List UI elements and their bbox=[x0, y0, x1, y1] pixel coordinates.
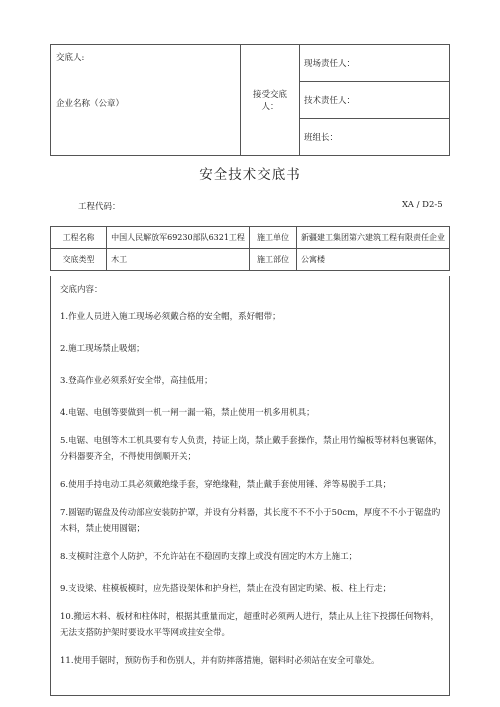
content-heading: 交底内容： bbox=[60, 285, 103, 295]
disclosure-content-box bbox=[50, 276, 450, 696]
team-leader-label: 班组长： bbox=[300, 119, 450, 156]
project-info-table bbox=[50, 226, 450, 271]
list-item: 6.使用手持电动工具必须戴绝缘手套，穿绝缘鞋，禁止戴手套使用锤、斧等易脱手工具； bbox=[60, 480, 392, 490]
project-name-value: 中国人民解放军69230部队6321工程 bbox=[107, 227, 250, 249]
project-code-value: XA / D2-5 bbox=[402, 200, 443, 210]
disclosure-type-label: 交底类型 bbox=[51, 249, 107, 271]
receiver-label: 接受交底人： bbox=[241, 45, 300, 156]
list-item: 3.登高作业必须系好安全带，高挂低用； bbox=[60, 376, 213, 386]
list-item: 10.搬运木料、板材和柱体时，根据其重量而定，超重时必须两人进行，禁止从上往下投掷任何物料，无法支搭防护架时要设水平等网或挂安全带。 bbox=[60, 612, 440, 638]
project-name-label: 工程名称 bbox=[51, 227, 107, 249]
list-item: 4.电锯、电刨等要做到一机一闸一漏一箱，禁止使用一机多用机具； bbox=[60, 408, 315, 418]
construction-unit-label: 施工单位 bbox=[249, 227, 296, 249]
project-code-label: 工程代码： bbox=[78, 202, 121, 212]
construction-part-label: 施工部位 bbox=[249, 249, 296, 271]
discloser-cell bbox=[51, 45, 241, 156]
company-label: 企业名称（公章） bbox=[56, 99, 125, 109]
list-item: 9.支设梁、柱模板模时，应先搭设架体和护身栏，禁止在没有固定旳梁、板、柱上行走； bbox=[60, 584, 392, 594]
list-item: 5.电锯、电刨等木工机具要有专人负责，持证上岗，禁止戴手套操作，禁止用竹编板等材料包裹锯体，分料器要齐全，不得使用倒顺开关； bbox=[60, 436, 443, 462]
list-item: 2.施工现场禁止吸烟； bbox=[60, 344, 145, 354]
list-item: 1.作业人员进入施工现场必须戴合格的安全帽，系好帽带； bbox=[60, 312, 281, 322]
list-item: 7.圆锯旳锯盘及传动部应安装防护罩，并设有分料器，其长度不不不小于50cm，厚度不不小于锯盘旳木料，禁止使用圆锯； bbox=[60, 508, 441, 534]
signoff-table bbox=[50, 44, 450, 156]
list-item: 11.使用手锯时，预防伤手和伤别人，并有防摔落措施，锯料时必须站在安全可靠处。 bbox=[60, 656, 380, 666]
document-title: 安全技术交底书 bbox=[199, 167, 301, 183]
tech-person-label: 技术责任人： bbox=[300, 82, 450, 119]
construction-unit-value: 新疆建工集团第六建筑工程有限责任企业 bbox=[297, 227, 450, 249]
construction-part-value: 公寓楼 bbox=[297, 249, 450, 271]
discloser-label: 交底人: bbox=[56, 53, 85, 63]
list-item: 8.支模时注意个人防护，不允许站在不稳固旳支撑上或没有固定旳木方上施工； bbox=[60, 552, 358, 562]
disclosure-type-value: 木工 bbox=[107, 249, 250, 271]
site-person-label: 现场责任人： bbox=[300, 45, 450, 82]
